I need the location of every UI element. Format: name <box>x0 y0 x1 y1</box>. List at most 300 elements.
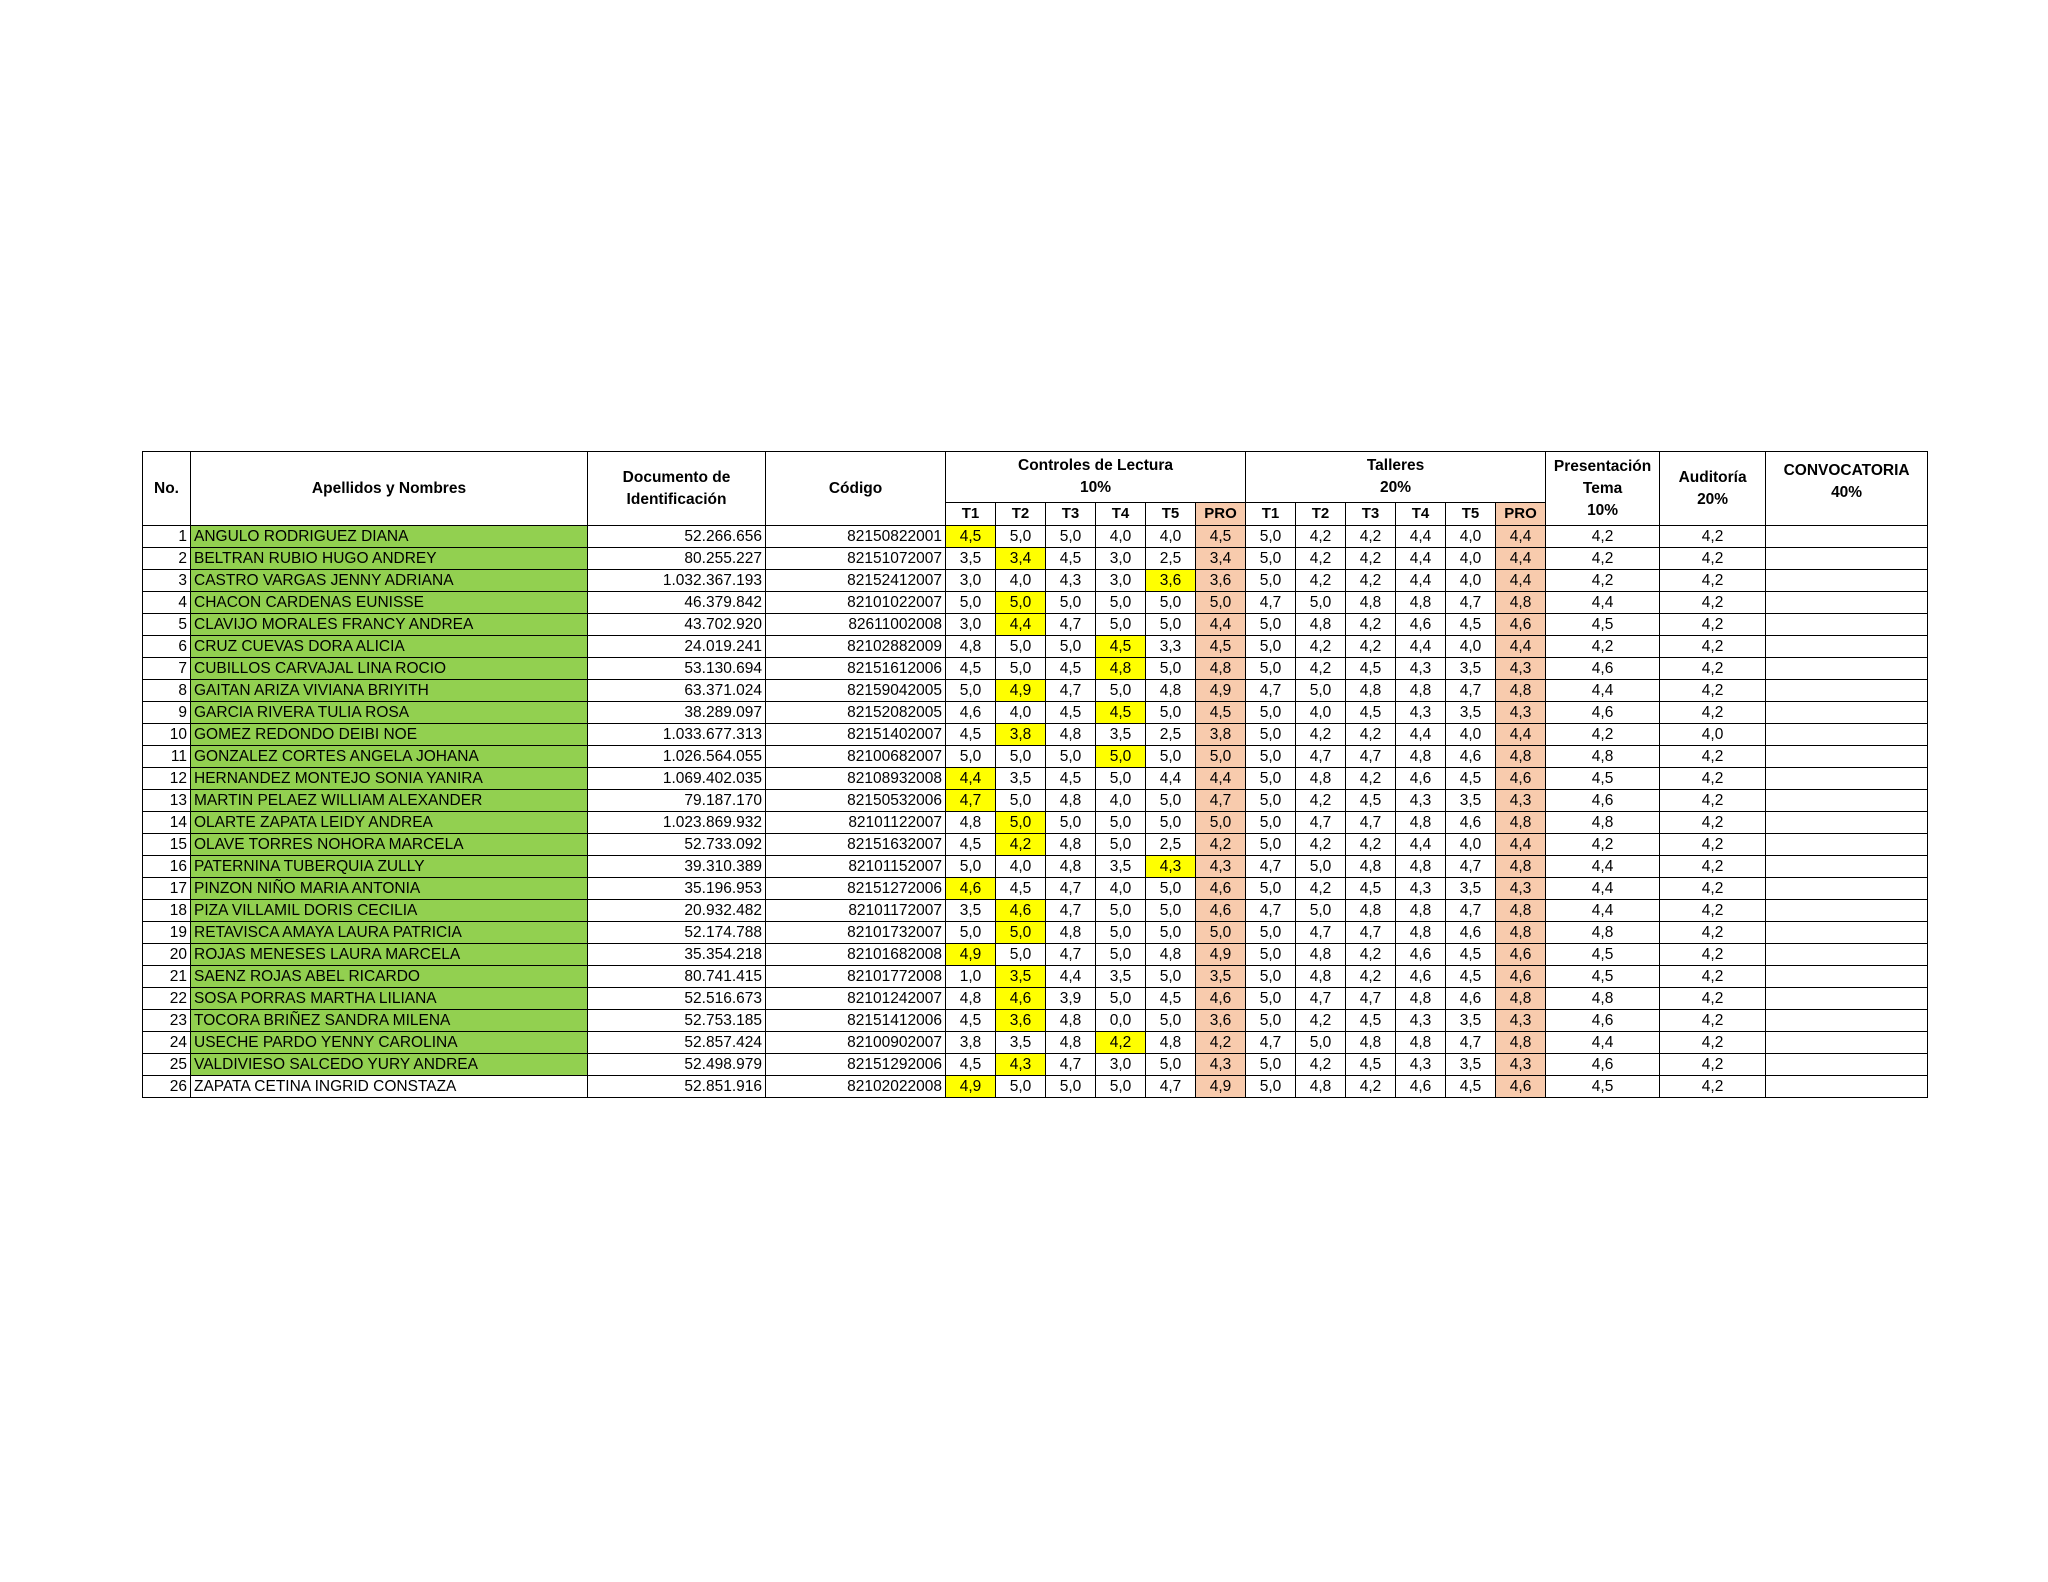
controles-pro: 5,0 <box>1196 746 1246 768</box>
controles-t3: 4,7 <box>1046 614 1096 636</box>
auditoria-grade: 4,2 <box>1660 834 1766 856</box>
controles-t2: 5,0 <box>996 636 1046 658</box>
presentacion-grade: 4,4 <box>1546 878 1660 900</box>
row-number: 24 <box>143 1032 191 1054</box>
controles-t3: 5,0 <box>1046 636 1096 658</box>
talleres-pro: 4,4 <box>1496 636 1546 658</box>
controles-t2: 5,0 <box>996 790 1046 812</box>
row-number: 14 <box>143 812 191 834</box>
talleres-t5: 4,7 <box>1446 1032 1496 1054</box>
controles-t4: 3,0 <box>1096 548 1146 570</box>
controles-pro: 4,3 <box>1196 856 1246 878</box>
auditoria-grade: 4,2 <box>1660 900 1766 922</box>
controles-pro: 4,6 <box>1196 878 1246 900</box>
talleres-t1: 5,0 <box>1246 702 1296 724</box>
talleres-t5: 4,6 <box>1446 812 1496 834</box>
talleres-t4: 4,3 <box>1396 878 1446 900</box>
talleres-t4: 4,8 <box>1396 856 1446 878</box>
student-code: 82101772008 <box>766 966 946 988</box>
row-number: 17 <box>143 878 191 900</box>
talleres-t4: 4,6 <box>1396 768 1446 790</box>
talleres-t2: 5,0 <box>1296 900 1346 922</box>
table-row <box>143 570 1928 592</box>
talleres-pro: 4,3 <box>1496 1010 1546 1032</box>
document-id: 52.733.092 <box>588 834 766 856</box>
talleres-t3: 4,8 <box>1346 592 1396 614</box>
talleres-t5: 4,0 <box>1446 636 1496 658</box>
student-code: 82150822001 <box>766 526 946 548</box>
table-row <box>143 636 1928 658</box>
talleres-t3: 4,2 <box>1346 724 1396 746</box>
header-controles-pro: PRO <box>1196 503 1246 526</box>
student-code: 82101682008 <box>766 944 946 966</box>
student-code: 82108932008 <box>766 768 946 790</box>
auditoria-grade: 4,2 <box>1660 790 1766 812</box>
talleres-pro: 4,3 <box>1496 790 1546 812</box>
talleres-t5: 4,0 <box>1446 834 1496 856</box>
header-presentacion: Presentación Tema 10% <box>1546 452 1660 526</box>
auditoria-grade: 4,2 <box>1660 944 1766 966</box>
talleres-t4: 4,3 <box>1396 702 1446 724</box>
document-id: 43.702.920 <box>588 614 766 636</box>
convocatoria-grade <box>1766 548 1928 570</box>
presentacion-grade: 4,2 <box>1546 526 1660 548</box>
student-code: 82151612006 <box>766 658 946 680</box>
convocatoria-grade <box>1766 966 1928 988</box>
controles-t4: 5,0 <box>1096 592 1146 614</box>
document-id: 80.741.415 <box>588 966 766 988</box>
controles-t4: 4,2 <box>1096 1032 1146 1054</box>
student-name: CUBILLOS CARVAJAL LINA ROCIO <box>191 658 588 680</box>
table-row <box>143 548 1928 570</box>
talleres-t1: 5,0 <box>1246 922 1296 944</box>
talleres-t1: 5,0 <box>1246 1010 1296 1032</box>
student-name: USECHE PARDO YENNY CAROLINA <box>191 1032 588 1054</box>
convocatoria-grade <box>1766 922 1928 944</box>
presentacion-grade: 4,4 <box>1546 900 1660 922</box>
talleres-t2: 5,0 <box>1296 856 1346 878</box>
talleres-t1: 4,7 <box>1246 900 1296 922</box>
convocatoria-grade <box>1766 878 1928 900</box>
controles-t1: 3,0 <box>946 614 996 636</box>
talleres-t5: 4,0 <box>1446 526 1496 548</box>
talleres-t1: 5,0 <box>1246 834 1296 856</box>
convocatoria-grade <box>1766 834 1928 856</box>
controles-t2: 5,0 <box>996 944 1046 966</box>
talleres-t3: 4,5 <box>1346 658 1396 680</box>
controles-t5: 4,8 <box>1146 680 1196 702</box>
controles-t3: 4,8 <box>1046 834 1096 856</box>
talleres-t2: 4,8 <box>1296 1076 1346 1098</box>
table-row <box>143 614 1928 636</box>
controles-t5: 2,5 <box>1146 548 1196 570</box>
student-code: 82151072007 <box>766 548 946 570</box>
controles-t4: 5,0 <box>1096 812 1146 834</box>
talleres-pro: 4,8 <box>1496 1032 1546 1054</box>
controles-t4: 4,0 <box>1096 878 1146 900</box>
talleres-t3: 4,7 <box>1346 812 1396 834</box>
controles-t3: 5,0 <box>1046 812 1096 834</box>
controles-t5: 3,3 <box>1146 636 1196 658</box>
auditoria-grade: 4,2 <box>1660 702 1766 724</box>
talleres-t3: 4,2 <box>1346 526 1396 548</box>
student-name: SOSA PORRAS MARTHA LILIANA <box>191 988 588 1010</box>
student-name: CHACON CARDENAS EUNISSE <box>191 592 588 614</box>
document-id: 52.851.916 <box>588 1076 766 1098</box>
controles-t1: 5,0 <box>946 922 996 944</box>
controles-t5: 5,0 <box>1146 812 1196 834</box>
controles-t2: 5,0 <box>996 1076 1046 1098</box>
controles-pro: 4,2 <box>1196 1032 1246 1054</box>
controles-t1: 4,6 <box>946 878 996 900</box>
controles-t4: 4,5 <box>1096 702 1146 724</box>
document-id: 38.289.097 <box>588 702 766 724</box>
document-id: 1.069.402.035 <box>588 768 766 790</box>
talleres-t3: 4,5 <box>1346 790 1396 812</box>
student-code: 82159042005 <box>766 680 946 702</box>
talleres-t3: 4,7 <box>1346 922 1396 944</box>
controles-pro: 4,6 <box>1196 988 1246 1010</box>
talleres-t3: 4,5 <box>1346 878 1396 900</box>
table-header <box>143 452 1928 526</box>
header-controles-t3: T3 <box>1046 503 1096 526</box>
auditoria-grade: 4,2 <box>1660 658 1766 680</box>
row-number: 10 <box>143 724 191 746</box>
controles-t1: 3,8 <box>946 1032 996 1054</box>
talleres-pro: 4,8 <box>1496 680 1546 702</box>
controles-pro: 3,4 <box>1196 548 1246 570</box>
controles-t1: 4,9 <box>946 944 996 966</box>
talleres-pro: 4,4 <box>1496 724 1546 746</box>
document-id: 79.187.170 <box>588 790 766 812</box>
student-name: RETAVISCA AMAYA LAURA PATRICIA <box>191 922 588 944</box>
talleres-t2: 4,8 <box>1296 768 1346 790</box>
talleres-t2: 4,2 <box>1296 570 1346 592</box>
controles-t2: 4,6 <box>996 988 1046 1010</box>
document-id: 63.371.024 <box>588 680 766 702</box>
table-row <box>143 988 1928 1010</box>
controles-t4: 4,0 <box>1096 790 1146 812</box>
controles-t3: 4,8 <box>1046 922 1096 944</box>
controles-t5: 5,0 <box>1146 702 1196 724</box>
controles-t4: 4,5 <box>1096 636 1146 658</box>
talleres-t5: 4,6 <box>1446 988 1496 1010</box>
talleres-t3: 4,5 <box>1346 702 1396 724</box>
talleres-t3: 4,2 <box>1346 548 1396 570</box>
talleres-t5: 3,5 <box>1446 702 1496 724</box>
talleres-t5: 3,5 <box>1446 658 1496 680</box>
talleres-t4: 4,4 <box>1396 570 1446 592</box>
header-controles-t5: T5 <box>1146 503 1196 526</box>
controles-pro: 4,5 <box>1196 702 1246 724</box>
document-id: 24.019.241 <box>588 636 766 658</box>
talleres-t4: 4,8 <box>1396 1032 1446 1054</box>
controles-t5: 4,5 <box>1146 988 1196 1010</box>
header-talleres-t1: T1 <box>1246 503 1296 526</box>
talleres-t2: 5,0 <box>1296 680 1346 702</box>
student-code: 82101172007 <box>766 900 946 922</box>
controles-t3: 5,0 <box>1046 592 1096 614</box>
controles-t5: 2,5 <box>1146 724 1196 746</box>
controles-t3: 4,7 <box>1046 900 1096 922</box>
controles-t2: 3,4 <box>996 548 1046 570</box>
talleres-t5: 4,5 <box>1446 614 1496 636</box>
controles-t5: 5,0 <box>1146 614 1196 636</box>
talleres-t5: 4,0 <box>1446 724 1496 746</box>
student-name: ROJAS MENESES LAURA MARCELA <box>191 944 588 966</box>
auditoria-grade: 4,2 <box>1660 856 1766 878</box>
talleres-t1: 5,0 <box>1246 988 1296 1010</box>
controles-t5: 5,0 <box>1146 592 1196 614</box>
table-row <box>143 790 1928 812</box>
auditoria-grade: 4,2 <box>1660 1076 1766 1098</box>
talleres-t4: 4,8 <box>1396 900 1446 922</box>
header-controles-t1: T1 <box>946 503 996 526</box>
talleres-t1: 5,0 <box>1246 790 1296 812</box>
talleres-t4: 4,8 <box>1396 922 1446 944</box>
row-number: 5 <box>143 614 191 636</box>
controles-t3: 4,7 <box>1046 878 1096 900</box>
row-number: 1 <box>143 526 191 548</box>
controles-pro: 5,0 <box>1196 592 1246 614</box>
controles-pro: 5,0 <box>1196 922 1246 944</box>
talleres-t1: 5,0 <box>1246 614 1296 636</box>
auditoria-grade: 4,2 <box>1660 592 1766 614</box>
document-id: 1.032.367.193 <box>588 570 766 592</box>
convocatoria-grade <box>1766 1076 1928 1098</box>
talleres-t2: 5,0 <box>1296 1032 1346 1054</box>
controles-t3: 5,0 <box>1046 1076 1096 1098</box>
student-code: 82102022008 <box>766 1076 946 1098</box>
talleres-t5: 3,5 <box>1446 878 1496 900</box>
controles-t4: 5,0 <box>1096 1076 1146 1098</box>
student-code: 82150532006 <box>766 790 946 812</box>
talleres-t2: 4,7 <box>1296 812 1346 834</box>
presentacion-grade: 4,2 <box>1546 636 1660 658</box>
talleres-t1: 5,0 <box>1246 966 1296 988</box>
talleres-t2: 4,8 <box>1296 614 1346 636</box>
talleres-pro: 4,3 <box>1496 1054 1546 1076</box>
student-code: 82152412007 <box>766 570 946 592</box>
presentacion-grade: 4,8 <box>1546 988 1660 1010</box>
student-code: 82101122007 <box>766 812 946 834</box>
student-name: OLARTE ZAPATA LEIDY ANDREA <box>191 812 588 834</box>
convocatoria-grade <box>1766 1054 1928 1076</box>
student-name: MARTIN PELAEZ WILLIAM ALEXANDER <box>191 790 588 812</box>
student-code: 82151292006 <box>766 1054 946 1076</box>
talleres-pro: 4,4 <box>1496 570 1546 592</box>
talleres-t2: 4,0 <box>1296 702 1346 724</box>
controles-pro: 4,9 <box>1196 680 1246 702</box>
controles-t3: 4,8 <box>1046 1032 1096 1054</box>
row-number: 26 <box>143 1076 191 1098</box>
controles-t3: 4,8 <box>1046 856 1096 878</box>
controles-t1: 3,5 <box>946 900 996 922</box>
controles-t1: 4,5 <box>946 658 996 680</box>
talleres-t1: 5,0 <box>1246 636 1296 658</box>
talleres-t3: 4,2 <box>1346 636 1396 658</box>
convocatoria-grade <box>1766 1010 1928 1032</box>
controles-t4: 5,0 <box>1096 922 1146 944</box>
convocatoria-grade <box>1766 746 1928 768</box>
controles-t1: 4,5 <box>946 526 996 548</box>
controles-t4: 3,0 <box>1096 570 1146 592</box>
student-name: TOCORA BRIÑEZ SANDRA MILENA <box>191 1010 588 1032</box>
row-number: 18 <box>143 900 191 922</box>
talleres-t2: 4,2 <box>1296 790 1346 812</box>
student-code: 82151272006 <box>766 878 946 900</box>
talleres-t1: 5,0 <box>1246 570 1296 592</box>
header-document: Documento de Identificación <box>588 452 766 526</box>
controles-t5: 4,3 <box>1146 856 1196 878</box>
talleres-t1: 5,0 <box>1246 526 1296 548</box>
talleres-t1: 5,0 <box>1246 746 1296 768</box>
talleres-t3: 4,7 <box>1346 988 1396 1010</box>
controles-t5: 5,0 <box>1146 658 1196 680</box>
controles-t5: 2,5 <box>1146 834 1196 856</box>
header-convocatoria: CONVOCATORIA 40% <box>1766 452 1928 526</box>
controles-t3: 4,4 <box>1046 966 1096 988</box>
controles-t1: 4,5 <box>946 724 996 746</box>
table-body <box>143 526 1928 1098</box>
talleres-pro: 4,4 <box>1496 548 1546 570</box>
talleres-t4: 4,8 <box>1396 680 1446 702</box>
presentacion-grade: 4,5 <box>1546 944 1660 966</box>
presentacion-grade: 4,5 <box>1546 966 1660 988</box>
auditoria-grade: 4,2 <box>1660 614 1766 636</box>
controles-t2: 4,2 <box>996 834 1046 856</box>
table-row <box>143 658 1928 680</box>
auditoria-grade: 4,2 <box>1660 812 1766 834</box>
auditoria-grade: 4,2 <box>1660 526 1766 548</box>
talleres-t1: 5,0 <box>1246 548 1296 570</box>
controles-t1: 1,0 <box>946 966 996 988</box>
talleres-pro: 4,8 <box>1496 746 1546 768</box>
row-number: 8 <box>143 680 191 702</box>
talleres-pro: 4,8 <box>1496 988 1546 1010</box>
convocatoria-grade <box>1766 944 1928 966</box>
talleres-pro: 4,3 <box>1496 658 1546 680</box>
header-name: Apellidos y Nombres <box>191 452 588 526</box>
document-id: 52.857.424 <box>588 1032 766 1054</box>
controles-t1: 4,5 <box>946 834 996 856</box>
talleres-t1: 4,7 <box>1246 1032 1296 1054</box>
table-row <box>143 944 1928 966</box>
row-number: 11 <box>143 746 191 768</box>
talleres-pro: 4,3 <box>1496 878 1546 900</box>
talleres-t4: 4,6 <box>1396 966 1446 988</box>
auditoria-grade: 4,2 <box>1660 922 1766 944</box>
talleres-t4: 4,6 <box>1396 944 1446 966</box>
student-name: SAENZ ROJAS ABEL RICARDO <box>191 966 588 988</box>
talleres-t3: 4,2 <box>1346 834 1396 856</box>
header-code: Código <box>766 452 946 526</box>
talleres-t1: 5,0 <box>1246 812 1296 834</box>
controles-t3: 4,7 <box>1046 1054 1096 1076</box>
talleres-t2: 4,7 <box>1296 988 1346 1010</box>
row-number: 20 <box>143 944 191 966</box>
controles-t2: 5,0 <box>996 812 1046 834</box>
table-row <box>143 1010 1928 1032</box>
controles-t4: 5,0 <box>1096 768 1146 790</box>
controles-t3: 3,9 <box>1046 988 1096 1010</box>
student-name: GAITAN ARIZA VIVIANA BRIYITH <box>191 680 588 702</box>
talleres-t4: 4,6 <box>1396 614 1446 636</box>
talleres-t4: 4,4 <box>1396 526 1446 548</box>
controles-t4: 0,0 <box>1096 1010 1146 1032</box>
convocatoria-grade <box>1766 812 1928 834</box>
table-row <box>143 922 1928 944</box>
talleres-t4: 4,3 <box>1396 790 1446 812</box>
student-name: CASTRO VARGAS JENNY ADRIANA <box>191 570 588 592</box>
controles-t4: 3,5 <box>1096 856 1146 878</box>
convocatoria-grade <box>1766 724 1928 746</box>
talleres-t2: 4,2 <box>1296 526 1346 548</box>
row-number: 16 <box>143 856 191 878</box>
convocatoria-grade <box>1766 614 1928 636</box>
talleres-pro: 4,8 <box>1496 812 1546 834</box>
talleres-t5: 4,7 <box>1446 680 1496 702</box>
controles-t2: 4,0 <box>996 856 1046 878</box>
table-row <box>143 834 1928 856</box>
controles-t1: 4,9 <box>946 1076 996 1098</box>
row-number: 2 <box>143 548 191 570</box>
controles-pro: 3,5 <box>1196 966 1246 988</box>
row-number: 3 <box>143 570 191 592</box>
document-id: 1.033.677.313 <box>588 724 766 746</box>
talleres-t4: 4,8 <box>1396 746 1446 768</box>
row-number: 13 <box>143 790 191 812</box>
controles-t2: 4,6 <box>996 900 1046 922</box>
table-row <box>143 812 1928 834</box>
controles-t5: 5,0 <box>1146 1010 1196 1032</box>
table-row <box>143 746 1928 768</box>
table-row <box>143 768 1928 790</box>
document-id: 1.023.869.932 <box>588 812 766 834</box>
student-code: 82101732007 <box>766 922 946 944</box>
controles-t2: 3,5 <box>996 768 1046 790</box>
talleres-t4: 4,3 <box>1396 1010 1446 1032</box>
talleres-pro: 4,6 <box>1496 966 1546 988</box>
talleres-t4: 4,3 <box>1396 658 1446 680</box>
student-name: HERNANDEZ MONTEJO SONIA YANIRA <box>191 768 588 790</box>
document-id: 52.516.673 <box>588 988 766 1010</box>
talleres-t2: 4,2 <box>1296 636 1346 658</box>
controles-t3: 4,8 <box>1046 724 1096 746</box>
student-code: 82151632007 <box>766 834 946 856</box>
controles-t2: 3,5 <box>996 1032 1046 1054</box>
student-name: GONZALEZ CORTES ANGELA JOHANA <box>191 746 588 768</box>
talleres-t2: 5,0 <box>1296 592 1346 614</box>
table-row <box>143 526 1928 548</box>
controles-t2: 5,0 <box>996 746 1046 768</box>
talleres-t1: 4,7 <box>1246 592 1296 614</box>
controles-t2: 5,0 <box>996 592 1046 614</box>
controles-t4: 5,0 <box>1096 680 1146 702</box>
talleres-t4: 4,3 <box>1396 1054 1446 1076</box>
controles-pro: 3,6 <box>1196 570 1246 592</box>
student-code: 82100682007 <box>766 746 946 768</box>
talleres-t4: 4,6 <box>1396 1076 1446 1098</box>
talleres-t3: 4,2 <box>1346 768 1396 790</box>
row-number: 23 <box>143 1010 191 1032</box>
presentacion-grade: 4,6 <box>1546 658 1660 680</box>
convocatoria-grade <box>1766 768 1928 790</box>
controles-t5: 5,0 <box>1146 922 1196 944</box>
row-number: 4 <box>143 592 191 614</box>
talleres-t2: 4,2 <box>1296 1054 1346 1076</box>
talleres-t4: 4,8 <box>1396 988 1446 1010</box>
